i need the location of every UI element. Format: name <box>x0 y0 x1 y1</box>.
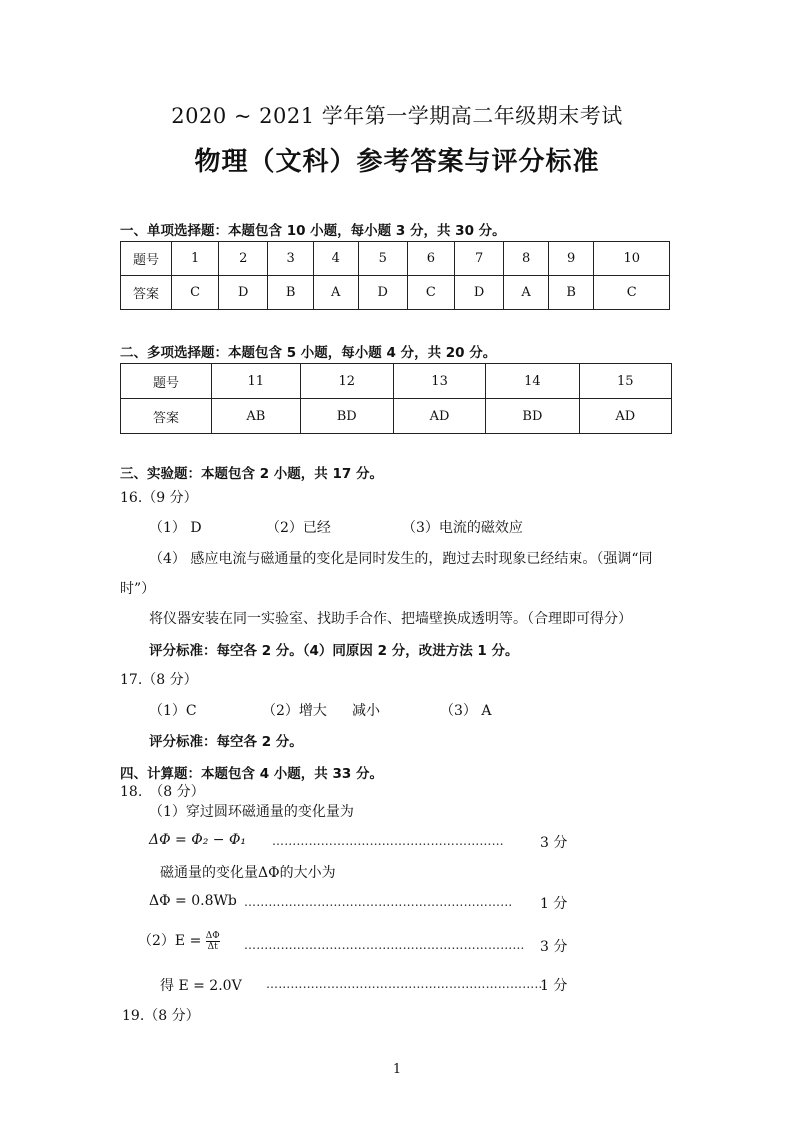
answer-cell: D <box>454 276 503 310</box>
q16-answer-2: （2）已经 <box>266 520 331 536</box>
q19-label: 19.（8 分） <box>122 1008 200 1024</box>
q16-improvement-method: 将仪器安装在同一实验室、找助手合作、把墙壁换成透明等。（合理即可得分） <box>149 611 632 627</box>
question-number: 7 <box>454 242 503 276</box>
answer-cell: B <box>268 276 313 310</box>
score-label: 3 分 <box>540 939 568 955</box>
answer-cell: C <box>594 276 670 310</box>
answer-cell: BD <box>486 399 579 434</box>
q16-answer-4-line1: （4） 感应电流与磁通量的变化是同时发生的，跑过去时现象已经结束。（强调“同 <box>149 551 653 567</box>
fraction-denominator: Δt <box>207 941 218 952</box>
section2-heading: 二、多项选择题：本题包含 5 小题，每小题 4 分，共 20 分。 <box>120 345 497 361</box>
q17-answer-2a: （2）增大 <box>262 703 327 719</box>
delta-fraction <box>206 931 220 952</box>
question-number: 2 <box>219 242 268 276</box>
q17-answer-1: （1）C <box>149 703 197 719</box>
exam-title: 2020 ~ 2021 学年第一学期高二年级期末考试 <box>171 104 623 128</box>
answer-cell: A <box>313 276 358 310</box>
answer-cell: AB <box>212 399 301 434</box>
q18-equation-1: ΔΦ = Φ₂ − Φ₁ <box>149 832 247 848</box>
fraction-numerator: ΔΦ <box>205 930 220 941</box>
leader-dots: ………………………………………………………… <box>244 895 513 909</box>
score-label: 1 分 <box>540 896 568 912</box>
section1-number-row <box>121 242 670 276</box>
section1-heading: 一、单项选择题：本题包含 10 小题，每小题 3 分，共 30 分。 <box>120 223 506 239</box>
score-label: 1 分 <box>540 978 568 994</box>
question-number: 11 <box>212 364 301 399</box>
answer-cell: B <box>548 276 593 310</box>
row-label: 答案 <box>121 276 172 310</box>
section3-heading: 三、实验题：本题包含 2 小题，共 17 分。 <box>120 466 383 482</box>
document-subtitle: 物理（文科）参考答案与评分标准 <box>194 147 600 177</box>
equation-prefix: （2）E = <box>138 933 202 949</box>
q16-answer-3: （3）电流的磁效应 <box>402 520 523 536</box>
answer-cell: AD <box>579 399 671 434</box>
section1-answer-row <box>121 276 670 310</box>
q18-equation-3 <box>138 930 220 952</box>
answer-cell: D <box>358 276 407 310</box>
answer-cell: BD <box>300 399 393 434</box>
q18-equation-4: 得 E = 2.0V <box>160 978 242 994</box>
q17-answer-3: （3） A <box>440 703 492 719</box>
page-number: 1 <box>392 1062 402 1077</box>
section2-answer-table <box>120 363 672 434</box>
question-number: 4 <box>313 242 358 276</box>
question-number: 12 <box>300 364 393 399</box>
q17-label: 17.（8 分） <box>120 672 198 688</box>
q16-answer-1: （1） D <box>149 520 202 536</box>
q16-scoring-standard: 评分标准：每空各 2 分。（4）同原因 2 分，改进方法 1 分。 <box>149 643 519 659</box>
answer-cell: AD <box>393 399 485 434</box>
section2-answer-row <box>121 399 672 434</box>
row-label: 答案 <box>121 399 212 434</box>
question-number: 9 <box>548 242 593 276</box>
row-label: 题号 <box>121 364 212 399</box>
question-number: 10 <box>594 242 670 276</box>
question-number: 8 <box>504 242 549 276</box>
q16-answer-4-line2: 时”） <box>120 581 156 597</box>
q17-scoring-standard: 评分标准：每空各 2 分。 <box>149 734 303 750</box>
q18-part1-intro: （1）穿过圆环磁通量的变化量为 <box>149 804 354 820</box>
question-number: 14 <box>486 364 579 399</box>
section4-heading: 四、计算题：本题包含 4 小题，共 33 分。 <box>120 766 383 782</box>
leader-dots: …………………………………………………………… <box>266 977 547 991</box>
q18-label: 18. （8 分） <box>120 784 205 800</box>
question-number: 5 <box>358 242 407 276</box>
row-label: 题号 <box>121 242 172 276</box>
question-number: 1 <box>172 242 219 276</box>
question-number: 15 <box>579 364 671 399</box>
q18-equation-2: ΔΦ = 0.8Wb <box>149 893 237 909</box>
question-number: 3 <box>268 242 313 276</box>
answer-cell: C <box>172 276 219 310</box>
answer-cell: A <box>504 276 549 310</box>
leader-dots: …………………………………………………………… <box>244 938 525 952</box>
question-number: 6 <box>407 242 454 276</box>
q16-label: 16.（9 分） <box>120 490 198 506</box>
question-number: 13 <box>393 364 485 399</box>
section2-number-row <box>121 364 672 399</box>
score-label: 3 分 <box>540 835 568 851</box>
answer-cell: C <box>407 276 454 310</box>
q17-answer-2b: 减小 <box>352 703 380 719</box>
answer-cell: D <box>219 276 268 310</box>
q18-part1-mid: 磁通量的变化量ΔΦ的大小为 <box>160 865 336 881</box>
section1-answer-table <box>120 241 670 310</box>
leader-dots: ………………………………………………… <box>272 834 504 848</box>
